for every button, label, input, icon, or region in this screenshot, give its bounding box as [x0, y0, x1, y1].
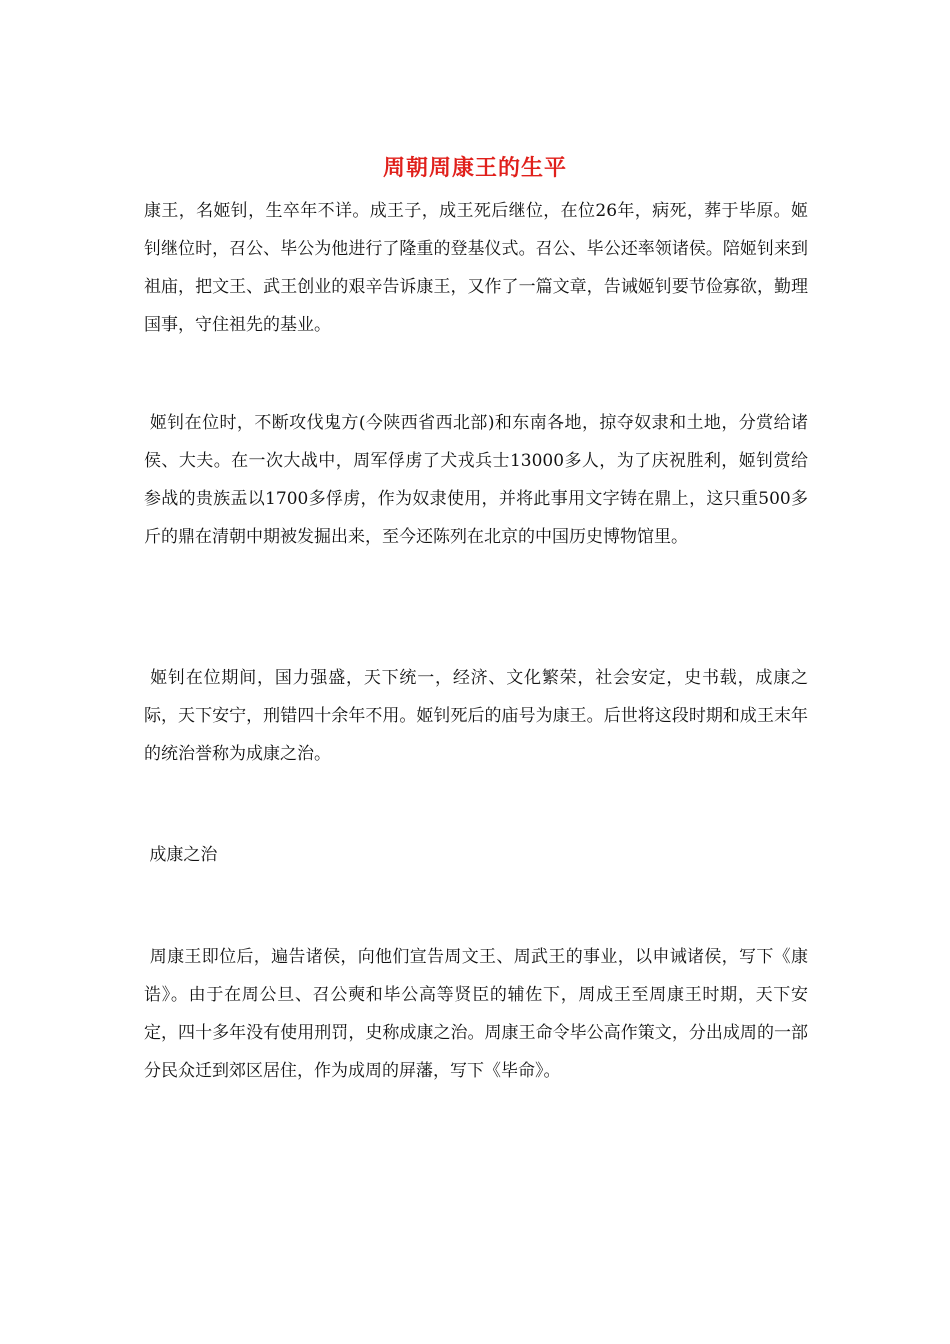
paragraph-reign: 姬钊在位期间，国力强盛，天下统一，经济、文化繁荣，社会安定，史书载，成康之际，天下安宁，刑错四十余年不用。姬钊死后的庙号为康王。后世将这段时期和成王末年的统治誉称为成康之治。: [144, 668, 809, 764]
paragraph-campaigns: 姬钊在位时，不断攻伐鬼方(今陕西省西北部)和东南各地，掠夺奴隶和土地，分赏给诸侯、大夫。在一次大战中，周军俘虏了犬戎兵士13000多人，为了庆祝胜利，姬钊赏给参战的贵族盂以1700多俘虏，作为奴隶使用，并将此事用文字铸在鼎上，这只重500多斤的鼎在清朝中期被发掘出来，至今还陈列在北京的中国历史博物馆里。: [144, 413, 809, 547]
paragraph-intro: 康王，名姬钊，生卒年不详。成王子，成王死后继位，在位26年，病死，葬于毕原。姬钊继位时，召公、毕公为他进行了隆重的登基仪式。召公、毕公还率领诸侯。陪姬钊来到祖庙，把文王、武王创业的艰辛告诉康王，又作了一篇文章，告诫姬钊要节俭寡欲，勤理国事，守住祖先的基业。: [144, 201, 808, 335]
paragraph-chengkang: 周康王即位后，遍告诸侯，向他们宣告周文王、周武王的事业，以申诫诸侯，写下《康诰》。由于在周公旦、召公奭和毕公高等贤臣的辅佐下，周成王至周康王时期，天下安定，四十多年没有使用刑罚，史称成康之治。周康王命令毕公高作策文，分出成周的一部分民众迁到郊区居住，作为成周的屏藩，写下《毕命》。: [144, 947, 809, 1081]
section-heading-chengkang: 成康之治: [144, 845, 218, 865]
document-title: 周朝周康王的生平: [382, 155, 567, 181]
